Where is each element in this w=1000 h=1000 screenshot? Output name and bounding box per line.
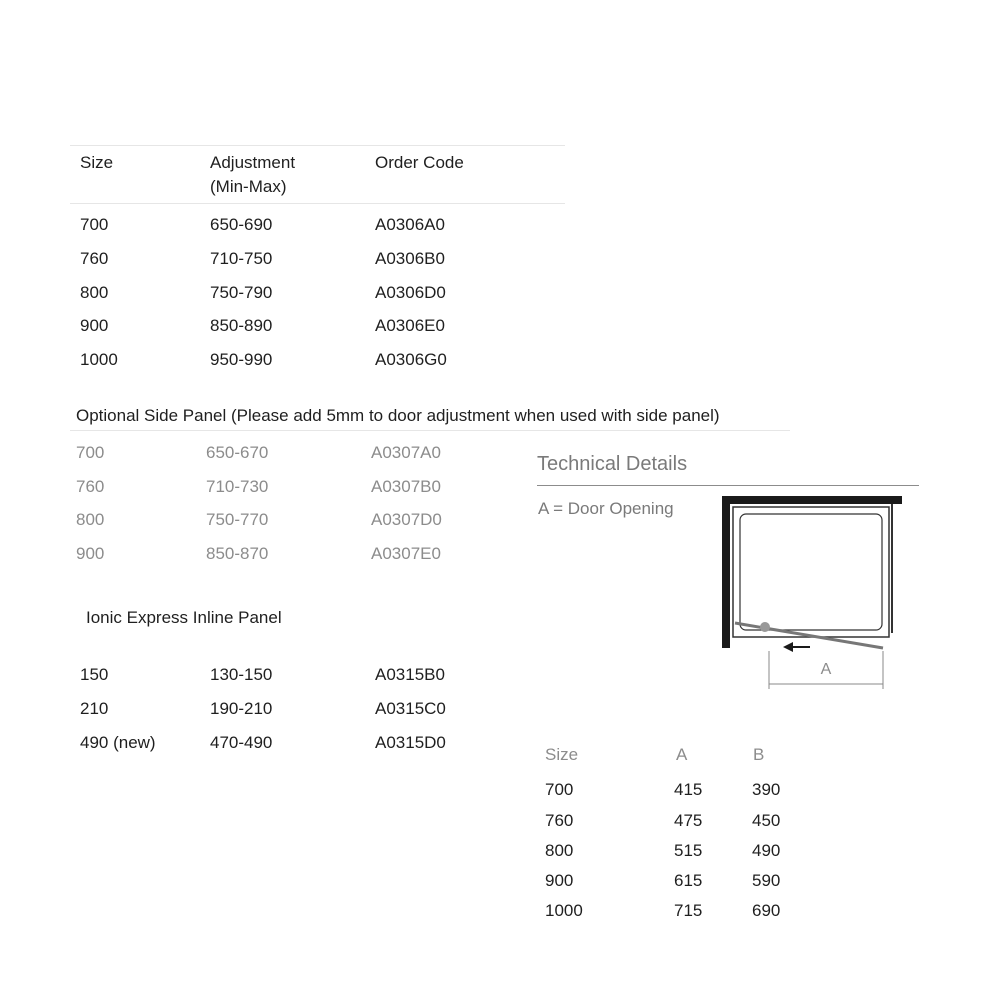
row-order-code: A0306B0	[375, 249, 445, 268]
row-a: 715	[674, 901, 703, 920]
tech-header-b: B	[753, 745, 765, 764]
row-order-code: A0307A0	[371, 443, 441, 462]
row-size: 760	[80, 249, 109, 268]
header-adjustment-sub: (Min-Max)	[210, 177, 287, 196]
row-b: 490	[752, 841, 781, 860]
header-top-rule	[70, 145, 565, 146]
row-order-code: A0307E0	[371, 544, 441, 563]
header-order-code: Order Code	[375, 153, 464, 172]
row-a: 475	[674, 811, 703, 830]
row-adjustment: 850-890	[210, 316, 273, 335]
row-adjustment: 950-990	[210, 350, 273, 369]
row-size: 900	[80, 316, 109, 335]
row-order-code: A0306D0	[375, 283, 446, 302]
row-adjustment: 710-730	[206, 477, 269, 496]
technical-details-title: Technical Details	[537, 453, 688, 475]
row-order-code: A0307B0	[371, 477, 441, 496]
side-panel-rule	[70, 430, 790, 431]
row-order-code: A0315B0	[375, 665, 445, 684]
row-order-code: A0315D0	[375, 733, 446, 752]
row-adjustment: 850-870	[206, 544, 269, 563]
tech-header-size: Size	[545, 745, 579, 764]
door-opening-legend: A = Door Opening	[538, 499, 674, 518]
tech-header-a: A	[676, 745, 688, 764]
row-size: 760	[76, 477, 105, 496]
row-order-code: A0315C0	[375, 699, 446, 718]
row-b: 450	[752, 811, 781, 830]
header-adjustment: Adjustment	[210, 153, 296, 172]
row-size: 900	[76, 544, 105, 563]
sliding-door	[735, 623, 883, 648]
row-size: 700	[76, 443, 105, 462]
row-size: 900	[545, 871, 574, 890]
row-b: 390	[752, 780, 781, 799]
row-size: 150	[80, 665, 109, 684]
door-arrow-head	[783, 642, 793, 652]
row-adjustment: 470-490	[210, 733, 273, 752]
header-size: Size	[80, 153, 114, 172]
row-adjustment: 710-750	[210, 249, 273, 268]
side-panel-title: Optional Side Panel (Please add 5mm to door adjustment when used with side panel)	[76, 406, 720, 425]
row-size: 760	[545, 811, 574, 830]
dimension-label: A	[820, 661, 832, 678]
row-adjustment: 650-670	[206, 443, 269, 462]
row-size: 700	[80, 215, 109, 234]
row-b: 690	[752, 901, 781, 920]
row-adjustment: 130-150	[210, 665, 273, 684]
row-adjustment: 190-210	[210, 699, 273, 718]
row-adjustment: 750-770	[206, 510, 269, 529]
row-size: 800	[545, 841, 574, 860]
header-bottom-rule	[70, 203, 565, 204]
row-order-code: A0306A0	[375, 215, 445, 234]
shower-tray-outer	[733, 507, 889, 637]
row-size: 210	[80, 699, 109, 718]
row-size: 800	[76, 510, 105, 529]
row-a: 415	[674, 780, 703, 799]
row-a: 515	[674, 841, 703, 860]
top-wall	[722, 496, 902, 504]
row-size: 490 (new)	[80, 733, 156, 752]
shower-tray-inner	[740, 514, 882, 630]
row-size: 700	[545, 780, 574, 799]
row-size: 1000	[545, 901, 583, 920]
left-wall	[722, 496, 730, 648]
row-a: 615	[674, 871, 703, 890]
row-b: 590	[752, 871, 781, 890]
row-adjustment: 750-790	[210, 283, 273, 302]
row-order-code: A0306G0	[375, 350, 447, 369]
door-pivot	[760, 622, 770, 632]
row-size: 1000	[80, 350, 118, 369]
row-size: 800	[80, 283, 109, 302]
door-opening-diagram	[715, 493, 905, 693]
technical-details-rule	[537, 485, 919, 486]
row-order-code: A0307D0	[371, 510, 442, 529]
inline-panel-title: Ionic Express Inline Panel	[86, 608, 282, 627]
row-order-code: A0306E0	[375, 316, 445, 335]
row-adjustment: 650-690	[210, 215, 273, 234]
